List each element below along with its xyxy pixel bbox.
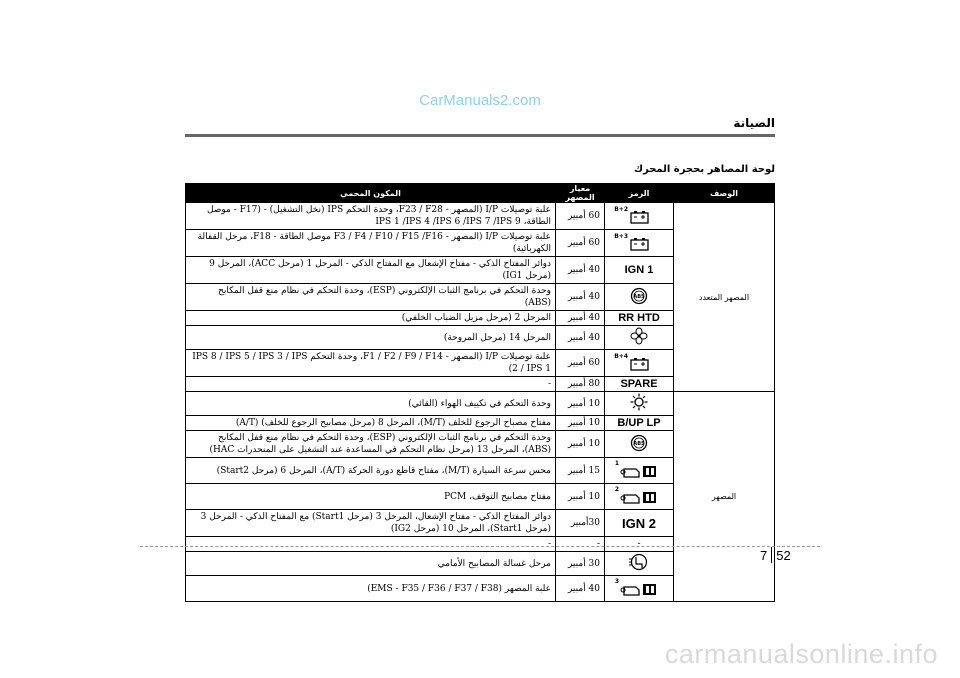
watermark-bottom: carmanualsonline.info: [664, 639, 938, 669]
ignition-key-icon: [614, 459, 660, 482]
fuse-rating: 10 أمبير: [556, 484, 605, 510]
battery-icon: [614, 232, 652, 255]
battery-icon: [614, 352, 652, 375]
page-separator: [771, 547, 772, 563]
svg-text:ABS: ABS: [633, 293, 645, 300]
fuse-table: [185, 183, 775, 602]
fuse-rating: 10 أمبير: [556, 392, 605, 416]
fuse-circuit: مرحل غسالة المصابيح الأمامي: [186, 552, 556, 576]
fuse-circuit: مفتاح مصباح الرجوع للخلف (M/T)، المرحل 8 (مرحل مصابيح الرجوع للخلف) (A/T): [186, 416, 556, 431]
fuse-circuit: مفتاح مصابيح التوقف، PCM: [186, 484, 556, 510]
fuse-circuit: وحدة التحكم في تكييف الهواء (القائي): [186, 392, 556, 416]
fuse-circuit: وحدة التحكم في برنامج الثبات الإلكتروني (ESP)، وحدة التحكم في نظام منع قفل المكابح (ABS): [186, 284, 556, 311]
col-symbol-header: الرمز: [605, 184, 674, 203]
fuse-symbol-cell: [605, 377, 674, 392]
ignition-key-icon: [614, 577, 660, 600]
fuse-rating: 10 أمبير: [556, 416, 605, 431]
page-number: [760, 547, 791, 563]
fuse-symbol-cell: [605, 350, 674, 377]
fuse-circuit: علبة توصيلات I/P (المصهر - F23 / F28، وحدة التحكم IPS (نخل التشغيل) - (F17 - موصل الطاقة، IPS 1 /IPS 4 /IPS 6 /IPS 7 /IPS 9: [186, 203, 556, 230]
fuse-symbol-cell: [605, 552, 674, 576]
fan-icon: [629, 327, 649, 348]
fuse-rating: 10 أمبير: [556, 431, 605, 458]
fuse-rating: 60 أمبير: [556, 203, 605, 230]
svg-text:3: 3: [614, 578, 619, 585]
fuse-symbol-cell: [605, 484, 674, 510]
air-conditioner-icon: [629, 393, 649, 414]
watermark-top: CarManuals2.com: [419, 92, 541, 109]
fuse-symbol-cell: [605, 537, 674, 552]
fuse-circuit: وحدة التحكم في برنامج الثبات الإلكتروني (ESP)، وحدة التحكم في نظام منع قفل المكابح (ABS)، المرحل 13 (مرحل نظام التحكم في المساعدة عند التشغيل على المنحدرات HAC): [186, 431, 556, 458]
fuse-symbol-label: IGN 1: [624, 264, 654, 276]
fuse-circuit: محس سرعة السيارة (M/T)، مفتاح قاطع دورة الحركة (A/T)، المرحل 6 (مرحل Start2): [186, 458, 556, 484]
table-title: لوحة المصاهر بحجرة المحرك: [633, 164, 775, 175]
fuse-circuit: المرحل 2 (مرحل مزيل الضباب الخلفي): [186, 311, 556, 326]
fuse-circuit: -: [186, 377, 556, 392]
fuse-symbol-cell: [605, 510, 674, 537]
washer-icon: [628, 553, 650, 574]
header-rule: [185, 134, 775, 137]
svg-text:B+2: B+2: [614, 205, 628, 213]
fuse-symbol-label: -: [637, 538, 641, 549]
fuse-rating: 30أمبير: [556, 510, 605, 537]
battery-icon: [614, 205, 652, 228]
abs-icon: [628, 287, 650, 308]
abs-icon: [628, 434, 650, 455]
page-index: 52: [776, 547, 791, 563]
table-row: [186, 392, 775, 416]
fuse-circuit: علبة توصيلات I/P (المصهر - F1 / F2 / F9 / F14، وحدة التحكم IPS 8 / IPS 5 / IPS 3 / IPS 2 / IPS 1): [186, 350, 556, 377]
fuse-rating: 15 أمبير: [556, 458, 605, 484]
fuse-symbol-label: B/UP LP: [617, 417, 661, 429]
col-rating-header: معيار المصهر: [556, 184, 605, 203]
fuse-rating: 60 أمبير: [556, 230, 605, 257]
fuse-symbol-cell: [605, 230, 674, 257]
fuse-rating: 40 أمبير: [556, 576, 605, 602]
fuse-symbol-label: RR HTD: [618, 312, 660, 324]
footer-divider: [140, 546, 820, 547]
fuse-circuit: علبة المصهر (EMS - F35 / F36 / F37 / F38): [186, 576, 556, 602]
fuse-symbol-cell: [605, 576, 674, 602]
fuse-symbol-cell: [605, 203, 674, 230]
fuse-location: المصهر: [674, 392, 775, 602]
fuse-rating: 40 أمبير: [556, 311, 605, 326]
table-header-row: [186, 184, 775, 203]
svg-text:ABS: ABS: [633, 440, 645, 447]
table-row: [186, 203, 775, 230]
col-location-header: الوصف: [674, 184, 775, 203]
fuse-table-body: [186, 203, 775, 602]
svg-text:B+3: B+3: [614, 232, 628, 240]
fuse-rating: 40 أمبير: [556, 284, 605, 311]
fuse-symbol-cell: [605, 257, 674, 284]
fuse-symbol-cell: [605, 311, 674, 326]
svg-text:2: 2: [614, 486, 619, 493]
fuse-symbol-cell: [605, 416, 674, 431]
fuse-symbol-label: SPARE: [620, 378, 658, 390]
fuse-circuit: المرحل 14 (مرحل المروحة): [186, 326, 556, 350]
fuse-rating: 30 أمبير: [556, 552, 605, 576]
col-circuit-header: المكون المحمي: [186, 184, 556, 203]
fuse-rating: 80 أمبير: [556, 377, 605, 392]
fuse-symbol-label: IGN 2: [622, 515, 656, 531]
fuse-symbol-cell: [605, 431, 674, 458]
svg-text:B+4: B+4: [614, 352, 628, 360]
page-chapter: 7: [760, 547, 768, 563]
ignition-key-icon: [614, 485, 660, 508]
fuse-symbol-cell: [605, 326, 674, 350]
fuse-symbol-cell: [605, 392, 674, 416]
fuse-circuit: دوائر المفتاح الذكي - مفتاح الإشعال مع المفتاح الذكي - المرحل 1 (مرحل ACC)، المرحل 9 (مرحل IG1): [186, 257, 556, 284]
section-title: الصيانة: [733, 116, 775, 130]
fuse-rating: 40 أمبير: [556, 257, 605, 284]
fuse-circuit: علبة توصيلات I/P (المصهر - F3 / F4 / F10 / F15 /F16 موصل الطاقة - F18، مرحل القفالة الكهربائية): [186, 230, 556, 257]
fuse-rating: 40 أمبير: [556, 326, 605, 350]
svg-text:1: 1: [614, 460, 619, 467]
fuse-rating: -: [556, 537, 605, 552]
fuse-circuit: -: [186, 537, 556, 552]
fuse-symbol-cell: [605, 284, 674, 311]
fuse-location: المصهر المتعدد: [674, 203, 775, 392]
fuse-rating: 60 أمبير: [556, 350, 605, 377]
fuse-circuit: دوائر المفتاح الذكي - مفتاح الإشعال، المرحل 3 (مرحل Start1) مع المفتاح الذكي - المرحل 3 (مرحل Start1)، المرحل 10 (مرحل IG2): [186, 510, 556, 537]
fuse-symbol-cell: [605, 458, 674, 484]
